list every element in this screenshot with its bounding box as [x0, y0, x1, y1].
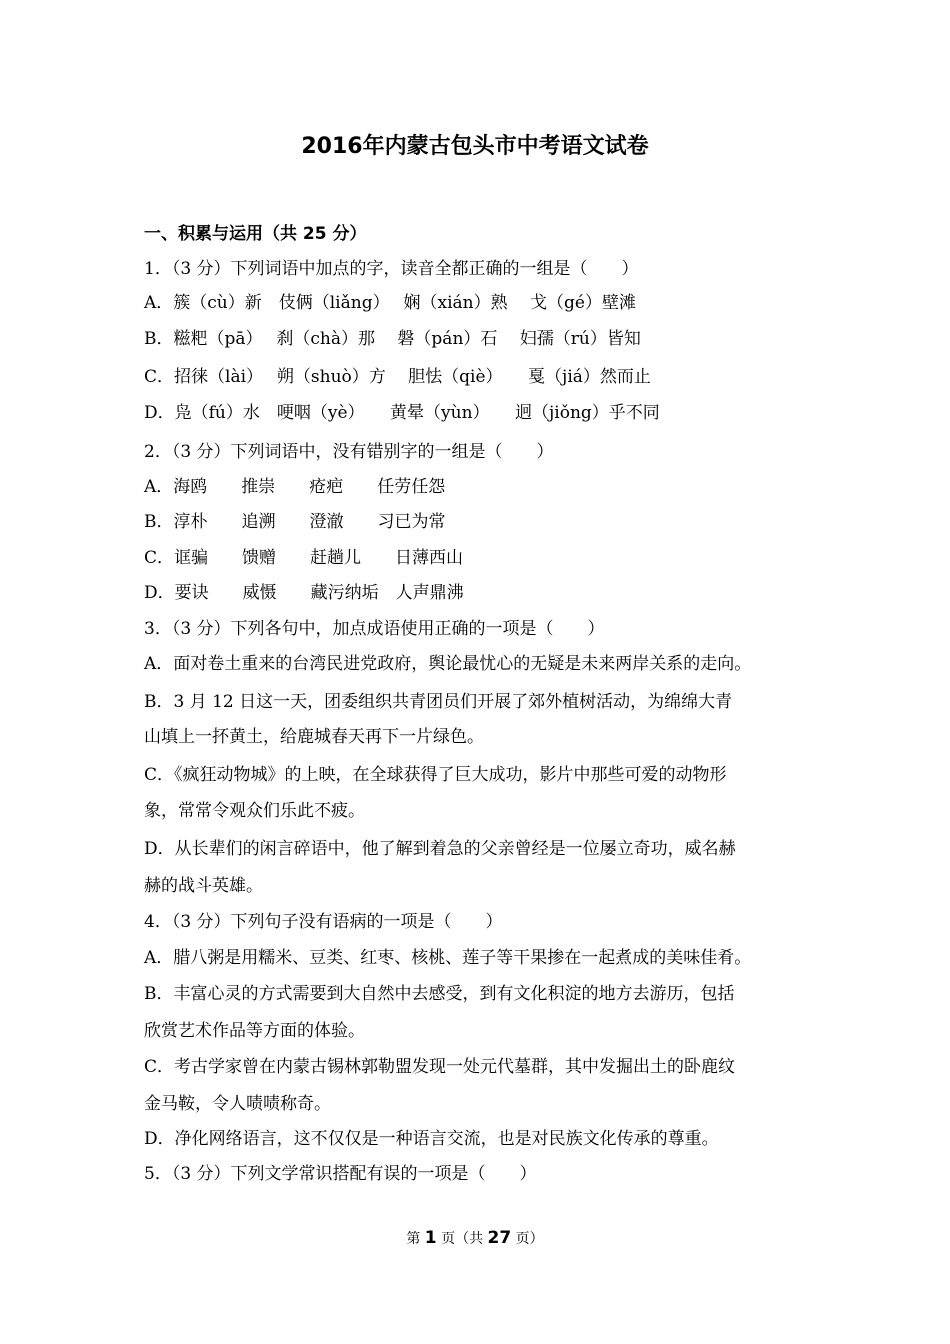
document-title: 2016年内蒙古包头市中考语文试卷 [301, 134, 649, 159]
page-number: 1 [424, 1228, 437, 1248]
option-line: 赫的战斗英雄。 [144, 876, 263, 896]
footer-prefix: 第 [406, 1231, 425, 1247]
option-line: B．淳朴 追溯 澄澈 习已为常 [144, 512, 446, 532]
question-line: 3．（3 分）下列各句中，加点成语使用正确的一项是（ ） [144, 619, 605, 639]
option-line: 欣赏艺术作品等方面的体验。 [144, 1021, 365, 1041]
option-line: B．丰富心灵的方式需要到大自然中去感受，到有文化积淀的地方去游历，包括 [144, 984, 735, 1004]
question-line: 5．（3 分）下列文学常识搭配有误的一项是（ ） [144, 1164, 537, 1184]
option-line: 山填上一抔黄土，给鹿城春天再下一片绿色。 [144, 727, 484, 747]
option-line: A．海鸥 推崇 疮疤 任劳任怨 [144, 477, 446, 497]
option-line: D．要诀 威慑 藏污纳垢 人声鼎沸 [144, 583, 464, 603]
option-line: D．凫（fú）水 哽咽（yè） 黄晕（yùn） 迥（jiǒng）乎不同 [144, 403, 660, 423]
option-line: 象，常常令观众们乐此不疲。 [144, 801, 365, 821]
footer-suffix: 页） [511, 1231, 544, 1247]
question-line: 4．（3 分）下列句子没有语病的一项是（ ） [144, 912, 503, 932]
option-line: A．腊八粥是用糯米、豆类、红枣、核桃、莲子等干果掺在一起煮成的美味佳肴。 [144, 948, 752, 968]
option-line: C．考古学家曾在内蒙古锡林郭勒盟发现一处元代墓群，其中发掘出土的卧鹿纹 [144, 1057, 736, 1077]
option-line: A．簇（cù）新 伎俩（liǎng） 娴（xián）熟 戈（gé）壁滩 [144, 293, 636, 313]
question-line: 1．（3 分）下列词语中加点的字，读音全都正确的一组是（ ） [144, 259, 639, 279]
option-line: A．面对卷土重来的台湾民进党政府，舆论最忧心的无疑是未来两岸关系的走向。 [144, 654, 752, 674]
section-heading: 一、积累与运用（共 25 分） [144, 224, 367, 244]
option-line: D．净化网络语言，这不仅仅是一种语言交流，也是对民族文化传承的尊重。 [144, 1129, 719, 1149]
option-line: 金马鞍，令人啧啧称奇。 [144, 1094, 331, 1114]
option-line: C．招徕（lài） 朔（shuò）方 胆怯（qiè） 戛（jiá）然而止 [144, 367, 651, 387]
footer-middle: 页（共 [436, 1231, 488, 1247]
option-line: C．《疯狂动物城》的上映，在全球获得了巨大成功，影片中那些可爱的动物形 [144, 765, 727, 785]
option-line: B．糍粑（pā） 刹（chà）那 磐（pán）石 妇孺（rú）皆知 [144, 329, 641, 349]
page-footer [0, 1226, 950, 1251]
question-line: 2．（3 分）下列词语中，没有错别字的一组是（ ） [144, 442, 554, 462]
option-line: D．从长辈们的闲言碎语中，他了解到着急的父亲曾经是一位屡立奇功，威名赫 [144, 839, 736, 859]
option-line: B．3 月 12 日这一天，团委组织共青团员们开展了郊外植树活动，为绵绵大青 [144, 692, 733, 712]
option-line: C．诓骗 馈赠 赶趟儿 日薄西山 [144, 548, 464, 568]
page-total: 27 [487, 1228, 512, 1248]
